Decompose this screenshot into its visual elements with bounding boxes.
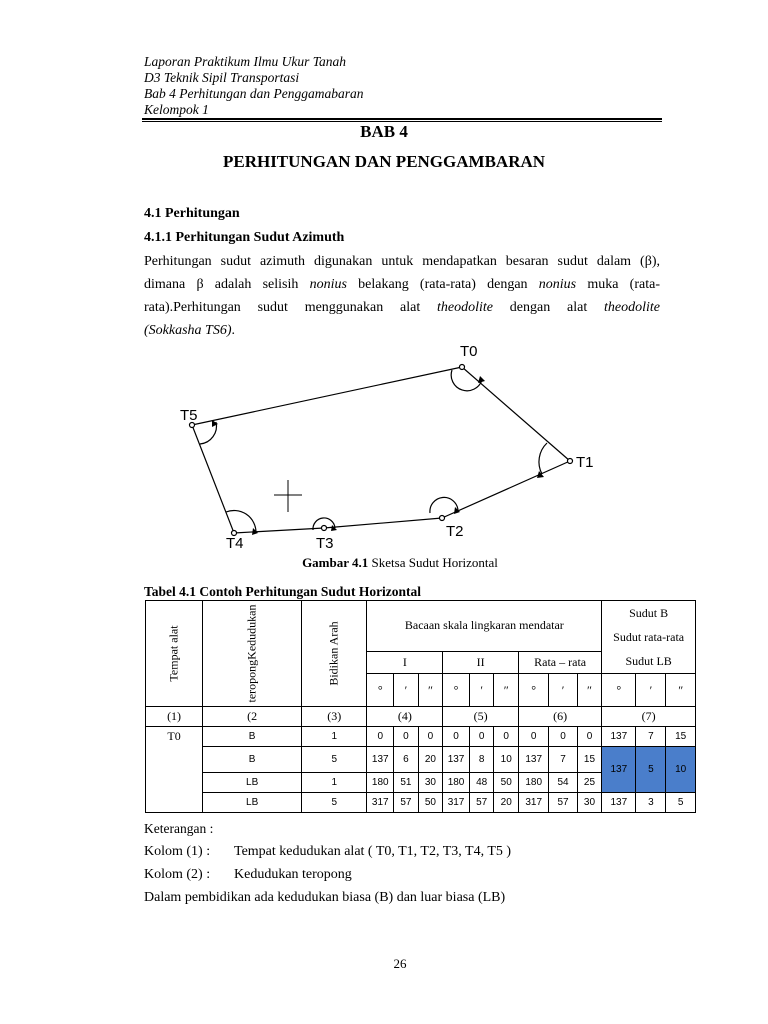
colnum-6: (6) xyxy=(518,707,601,727)
header-line-2: D3 Teknik Sipil Transportasi xyxy=(144,70,300,85)
paragraph-line-4 xyxy=(144,319,660,342)
kedudukan-cell: B xyxy=(203,727,302,747)
station-marker-t2 xyxy=(440,516,445,521)
value-cell: 57 xyxy=(469,793,494,813)
value-cell: 30 xyxy=(418,773,443,793)
value-cell: 6 xyxy=(394,747,419,773)
value-cell: 8 xyxy=(469,747,494,773)
value-cell: 57 xyxy=(549,793,577,813)
header-kedudukan: teropongKedudukan xyxy=(203,601,302,707)
colnum-7: (7) xyxy=(602,707,696,727)
para-italic: (Sokkasha TS6) xyxy=(144,323,232,338)
para-text: rata).Perhitungan sudut menggunakan alat xyxy=(144,300,438,315)
horizontal-angle-sketch xyxy=(176,340,596,552)
sudut-highlight-cell: 10 xyxy=(666,747,696,793)
bidikan-cell: 5 xyxy=(302,747,367,773)
value-cell: 57 xyxy=(394,793,419,813)
kedudukan-cell: LB xyxy=(203,793,302,813)
colnum-1: (1) xyxy=(146,707,203,727)
header-sudut xyxy=(602,601,696,674)
sudut-b-label: Sudut B xyxy=(629,606,669,620)
value-cell: 180 xyxy=(367,773,394,793)
value-cell: 137 xyxy=(443,747,470,773)
colnum-3: (3) xyxy=(302,707,367,727)
table-row xyxy=(146,727,696,747)
unit-min: ′ xyxy=(549,674,577,707)
paragraph-line-3 xyxy=(144,296,660,319)
line-t5-t0 xyxy=(192,367,462,425)
label-t5: T5 xyxy=(180,407,198,424)
paragraph-line-2 xyxy=(144,273,660,296)
unit-min: ′ xyxy=(469,674,494,707)
colnum-5: (5) xyxy=(443,707,519,727)
value-cell: 0 xyxy=(469,727,494,747)
section-heading: 4.1 Perhitungan xyxy=(144,206,240,221)
table-column-number-row xyxy=(146,707,696,727)
station-labels xyxy=(180,343,594,552)
label-t1: T1 xyxy=(576,454,594,471)
station-marker-t0 xyxy=(460,365,465,370)
para-text: . xyxy=(231,323,235,338)
sudut-cell: 15 xyxy=(666,727,696,747)
running-header xyxy=(144,54,364,118)
para-italic: nonius xyxy=(309,277,347,292)
north-cross xyxy=(274,480,302,512)
horizontal-angle-table xyxy=(145,600,696,813)
bidikan-cell: 5 xyxy=(302,793,367,813)
bidikan-cell: 1 xyxy=(302,773,367,793)
table-row xyxy=(146,747,696,773)
value-cell: 7 xyxy=(549,747,577,773)
kedudukan-cell: B xyxy=(203,747,302,773)
unit-deg: ° xyxy=(367,674,394,707)
note-text: Tempat kedudukan alat ( T0, T1, T2, T3, T4, T5 ) xyxy=(234,844,512,859)
station-markers xyxy=(190,365,573,536)
label-t3: T3 xyxy=(316,535,334,552)
chapter-title: PERHITUNGAN DAN PENGGAMBARAN xyxy=(222,152,546,171)
para-italic: theodolite xyxy=(604,300,661,315)
line-t1-t2 xyxy=(442,461,570,518)
unit-min: ′ xyxy=(636,674,666,707)
arc-t1 xyxy=(539,443,547,474)
line-t0-t1 xyxy=(462,367,570,461)
value-cell: 48 xyxy=(469,773,494,793)
value-cell: 317 xyxy=(443,793,470,813)
value-cell: 0 xyxy=(394,727,419,747)
note-line-3: Dalam pembidikan ada kedudukan biasa (B) dan luar biasa (LB) xyxy=(144,890,506,905)
traverse-lines xyxy=(192,367,570,533)
colnum-2: (2 xyxy=(203,707,302,727)
value-cell: 50 xyxy=(418,793,443,813)
sudut-lb-label: Sudut LB xyxy=(625,654,672,668)
value-cell: 20 xyxy=(494,793,519,813)
sudut-cell: 3 xyxy=(636,793,666,813)
sudut-rata-label: Sudut rata-rata xyxy=(613,630,685,644)
value-cell: 0 xyxy=(577,727,602,747)
unit-sec: ″ xyxy=(418,674,443,707)
sudut-highlight-cell: 5 xyxy=(636,747,666,793)
header-rata: Rata – rata xyxy=(518,651,601,673)
arc-t2 xyxy=(430,497,458,513)
header-II: II xyxy=(443,651,519,673)
sudut-cell: 137 xyxy=(602,727,636,747)
value-cell: 54 xyxy=(549,773,577,793)
para-text: dengan alat xyxy=(493,300,605,315)
note-text: Kedudukan teropong xyxy=(234,867,352,882)
header-line-3: Bab 4 Perhitungan dan Penggamabaran xyxy=(144,86,364,101)
value-cell: 0 xyxy=(367,727,394,747)
arc-t4 xyxy=(226,510,256,532)
value-cell: 317 xyxy=(518,793,548,813)
para-italic: theodolite xyxy=(437,300,494,315)
table-row xyxy=(146,793,696,813)
value-cell: 0 xyxy=(418,727,443,747)
line-t4-t5 xyxy=(192,425,234,533)
notes-title: Keterangan : xyxy=(144,821,214,836)
sudut-cell: 5 xyxy=(666,793,696,813)
chapter-number: BAB 4 xyxy=(360,122,408,141)
header-line-4: Kelompok 1 xyxy=(144,102,209,117)
caption-text: Sketsa Sudut Horizontal xyxy=(368,555,498,570)
unit-deg: ° xyxy=(518,674,548,707)
colnum-4: (4) xyxy=(367,707,443,727)
unit-sec: ″ xyxy=(666,674,696,707)
header-tempat-alat: Tempat alat xyxy=(146,601,203,707)
note-label: Kolom (1) : xyxy=(144,844,211,859)
unit-sec: ″ xyxy=(577,674,602,707)
para-italic: nonius xyxy=(538,277,577,292)
header-line-1: Laporan Praktikum Ilmu Ukur Tanah xyxy=(144,54,347,69)
table-header-row-1 xyxy=(146,601,696,652)
unit-deg: ° xyxy=(602,674,636,707)
value-cell: 317 xyxy=(367,793,394,813)
value-cell: 0 xyxy=(518,727,548,747)
value-cell: 137 xyxy=(367,747,394,773)
label-t2: T2 xyxy=(446,523,464,540)
value-cell: 15 xyxy=(577,747,602,773)
value-cell: 0 xyxy=(494,727,519,747)
page-number: 26 xyxy=(393,956,407,971)
label-t0: T0 xyxy=(460,343,478,360)
bidikan-cell: 1 xyxy=(302,727,367,747)
station-marker-t1 xyxy=(568,459,573,464)
table-title: Tabel 4.1 Contoh Perhitungan Sudut Horizontal xyxy=(144,584,422,599)
figure-caption xyxy=(0,555,768,571)
angle-arcs xyxy=(200,370,547,532)
para-text: dimana β adalah selisih xyxy=(144,277,310,292)
paragraph-line-1 xyxy=(144,250,660,273)
value-cell: 51 xyxy=(394,773,419,793)
unit-min: ′ xyxy=(394,674,419,707)
value-cell: 180 xyxy=(518,773,548,793)
line-t2-t3 xyxy=(324,518,442,528)
value-cell: 25 xyxy=(577,773,602,793)
header-bacaan: Bacaan skala lingkaran mendatar xyxy=(367,601,602,652)
kedudukan-cell: LB xyxy=(203,773,302,793)
arrow-t0 xyxy=(478,376,485,383)
arc-arrowheads xyxy=(212,376,544,535)
header-I: I xyxy=(367,651,443,673)
value-cell: 50 xyxy=(494,773,519,793)
unit-deg: ° xyxy=(443,674,470,707)
caption-label: Gambar 4.1 xyxy=(302,555,369,570)
value-cell: 0 xyxy=(549,727,577,747)
unit-sec: ″ xyxy=(494,674,519,707)
note-label: Kolom (2) : xyxy=(144,867,211,882)
label-t4: T4 xyxy=(226,535,244,552)
note-kolom-1 xyxy=(144,841,511,863)
subsection-heading: 4.1.1 Perhitungan Sudut Azimuth xyxy=(144,230,345,245)
value-cell: 20 xyxy=(418,747,443,773)
value-cell: 180 xyxy=(443,773,470,793)
value-cell: 10 xyxy=(494,747,519,773)
station-cell: T0 xyxy=(146,727,203,813)
value-cell: 137 xyxy=(518,747,548,773)
sudut-cell: 7 xyxy=(636,727,666,747)
header-bidikan: Bidikan Arah xyxy=(302,601,367,707)
header-rule-thick xyxy=(142,118,662,120)
value-cell: 0 xyxy=(443,727,470,747)
para-text: Perhitungan sudut azimuth digunakan untuk mendapatkan besaran sudut dalam (β), xyxy=(144,254,660,269)
para-text: muka (rata- xyxy=(576,277,660,292)
value-cell: 30 xyxy=(577,793,602,813)
sudut-cell: 137 xyxy=(602,793,636,813)
para-text: belakang (rata-rata) dengan xyxy=(346,277,539,292)
line-t3-t4 xyxy=(234,528,324,533)
note-kolom-2 xyxy=(144,864,352,886)
sudut-highlight-cell: 137 xyxy=(602,747,636,793)
station-marker-t3 xyxy=(322,526,327,531)
